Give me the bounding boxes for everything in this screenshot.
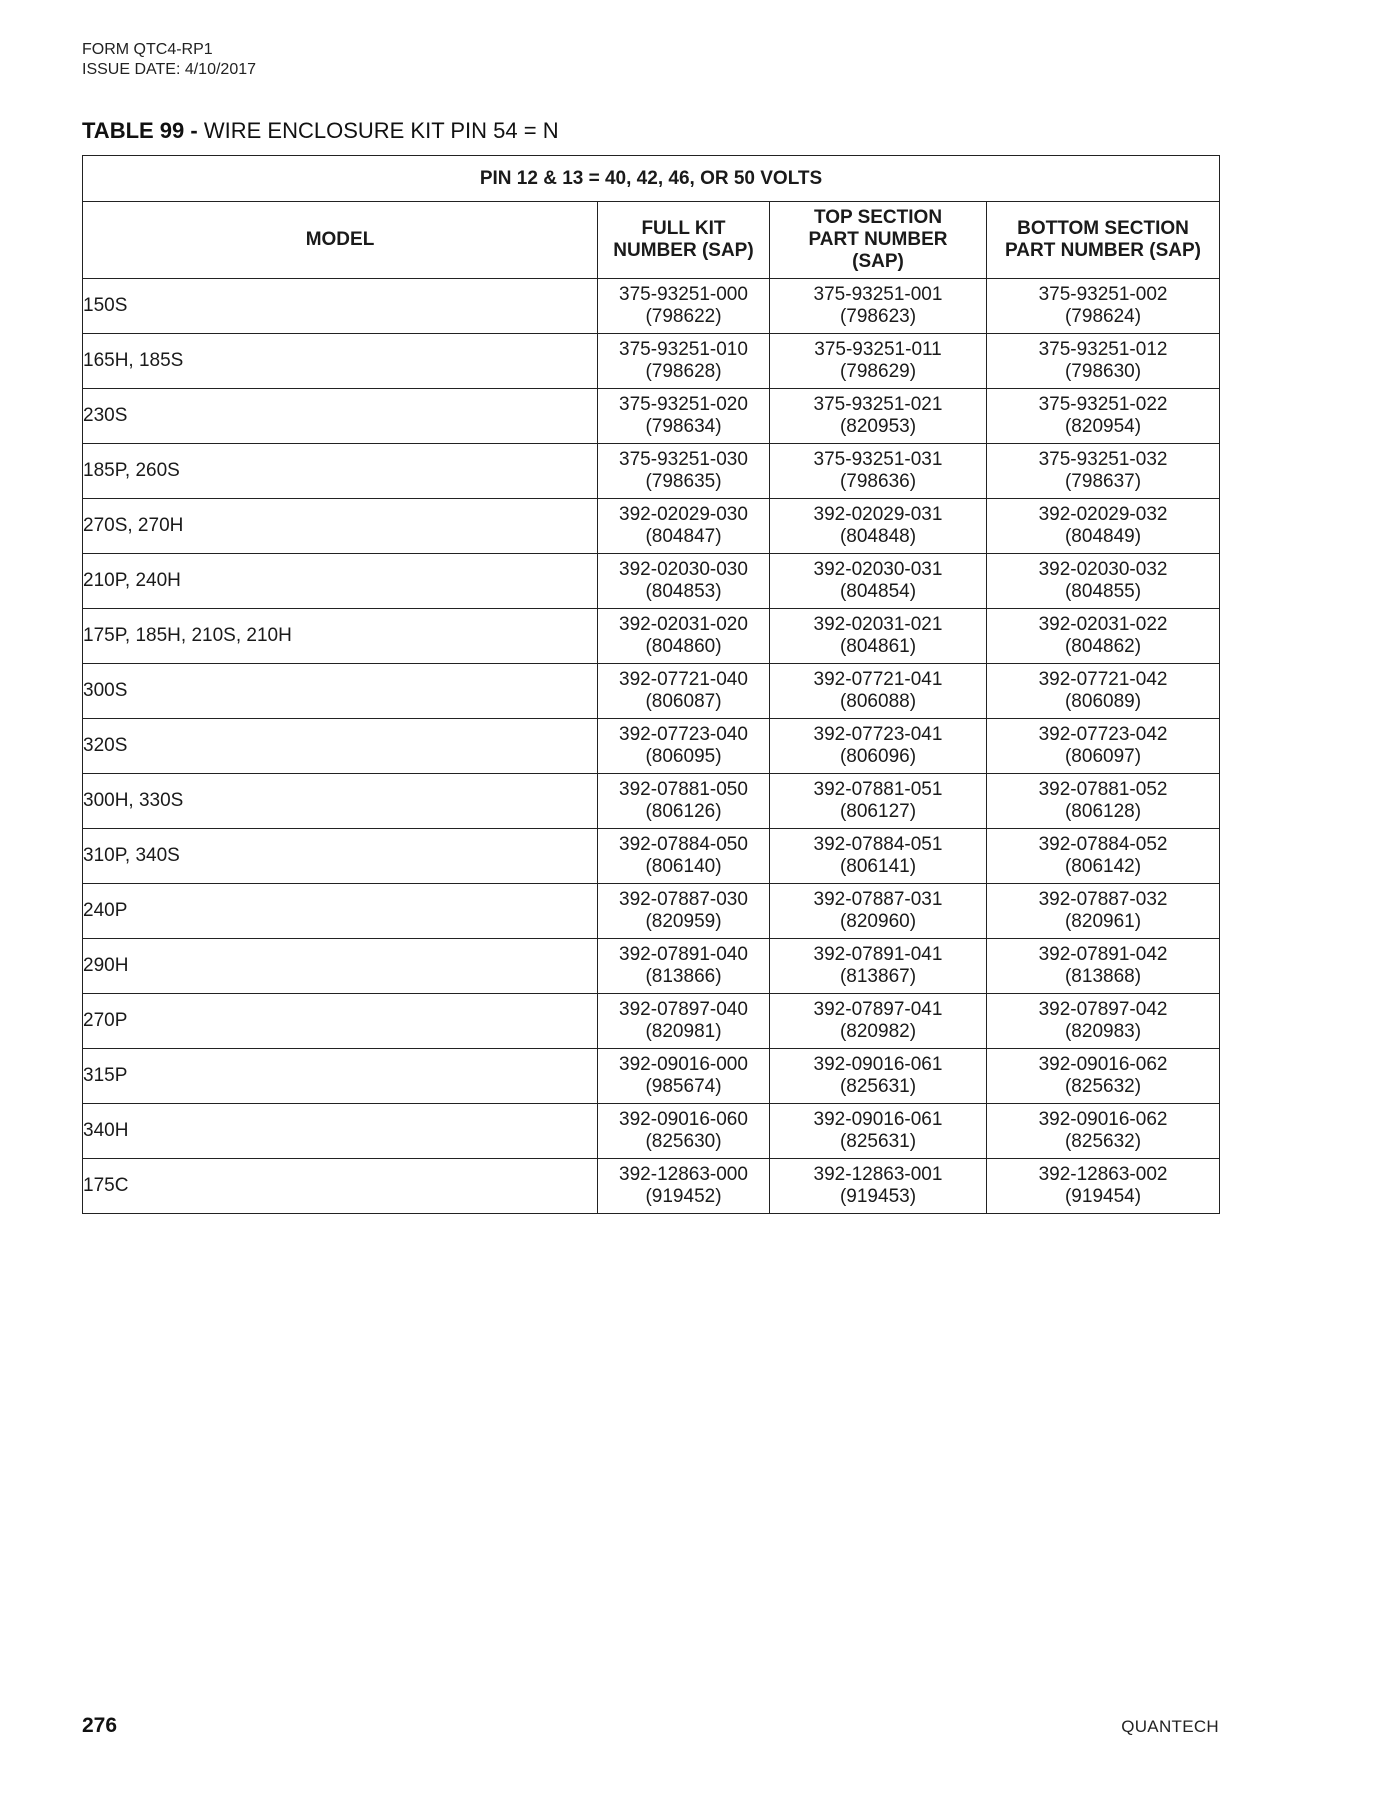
bottom-section-cell xyxy=(987,994,1220,1049)
sap-number: (804847) xyxy=(645,526,722,547)
part-number: 375-93251-002 xyxy=(1038,284,1168,305)
sap-number: (798622) xyxy=(645,306,722,327)
model-cell: 300H, 330S xyxy=(83,774,598,829)
sap-number: (985674) xyxy=(645,1076,722,1097)
full-kit-cell xyxy=(598,279,770,334)
table-row xyxy=(83,334,1220,389)
model-cell: 270S, 270H xyxy=(83,499,598,554)
sap-number: (804854) xyxy=(839,581,917,602)
full-kit-cell xyxy=(598,554,770,609)
part-number: 392-07897-042 xyxy=(1038,999,1168,1020)
sap-number: (825632) xyxy=(1064,1131,1142,1152)
part-number: 392-07881-051 xyxy=(813,779,943,800)
table-row xyxy=(83,279,1220,334)
top-section-cell xyxy=(770,829,987,884)
top-section-cell xyxy=(770,1159,987,1214)
sap-number: (806097) xyxy=(1064,746,1142,767)
model-cell: 175P, 185H, 210S, 210H xyxy=(83,609,598,664)
table-row xyxy=(83,609,1220,664)
sap-number: (804860) xyxy=(645,636,722,657)
column-header-line: BOTTOM SECTION xyxy=(1017,218,1189,239)
full-kit-cell xyxy=(598,609,770,664)
part-number: 392-02030-031 xyxy=(813,559,943,580)
part-number: 392-07721-041 xyxy=(813,669,943,690)
sap-number: (820982) xyxy=(839,1021,917,1042)
table-row xyxy=(83,719,1220,774)
part-number: 392-02029-030 xyxy=(619,504,748,525)
full-kit-cell xyxy=(598,1104,770,1159)
part-number: 392-02030-030 xyxy=(619,559,748,580)
part-number: 392-07884-050 xyxy=(619,834,748,855)
column-header-line: NUMBER (SAP) xyxy=(613,240,754,261)
part-number: 392-09016-061 xyxy=(813,1054,943,1075)
column-header-full-kit xyxy=(598,202,770,279)
part-number: 392-07723-040 xyxy=(619,724,748,745)
part-number: 392-07884-052 xyxy=(1038,834,1168,855)
table-row xyxy=(83,389,1220,444)
page-number: 276 xyxy=(82,1714,118,1737)
top-section-cell xyxy=(770,444,987,499)
part-number: 392-07721-040 xyxy=(619,669,748,690)
model-cell: 270P xyxy=(83,994,598,1049)
sap-number: (820953) xyxy=(839,416,917,437)
sap-number: (820959) xyxy=(645,911,722,932)
table-row xyxy=(83,1049,1220,1104)
sap-number: (804861) xyxy=(839,636,917,657)
part-number: 392-02029-032 xyxy=(1038,504,1168,525)
sap-number: (798637) xyxy=(1064,471,1142,492)
sap-number: (820961) xyxy=(1064,911,1142,932)
top-section-cell xyxy=(770,499,987,554)
table-row xyxy=(83,444,1220,499)
full-kit-cell xyxy=(598,389,770,444)
sap-number: (919454) xyxy=(1064,1186,1142,1207)
table-row xyxy=(83,939,1220,994)
model-cell: 320S xyxy=(83,719,598,774)
table-row xyxy=(83,994,1220,1049)
part-number: 392-12863-001 xyxy=(813,1164,943,1185)
table-title xyxy=(82,118,559,144)
part-number: 375-93251-020 xyxy=(619,394,748,415)
part-number: 392-07723-042 xyxy=(1038,724,1168,745)
table-row xyxy=(83,774,1220,829)
sap-number: (806089) xyxy=(1064,691,1142,712)
bottom-section-cell xyxy=(987,1049,1220,1104)
sap-number: (798634) xyxy=(645,416,722,437)
sap-number: (806128) xyxy=(1064,801,1142,822)
bottom-section-cell xyxy=(987,1159,1220,1214)
sap-number: (806142) xyxy=(1064,856,1142,877)
sap-number: (798624) xyxy=(1064,306,1142,327)
part-number: 392-07887-030 xyxy=(619,889,748,910)
sap-number: (825630) xyxy=(645,1131,722,1152)
part-number: 392-07897-041 xyxy=(813,999,943,1020)
sap-number: (806141) xyxy=(839,856,917,877)
part-number: 392-07891-040 xyxy=(619,944,748,965)
brand-name: QUANTECH xyxy=(1121,1717,1219,1736)
sap-number: (804848) xyxy=(839,526,917,547)
top-section-cell xyxy=(770,609,987,664)
full-kit-cell xyxy=(598,1049,770,1104)
bottom-section-cell xyxy=(987,554,1220,609)
part-number: 392-07723-041 xyxy=(813,724,943,745)
part-number: 375-93251-032 xyxy=(1038,449,1168,470)
part-number: 392-09016-000 xyxy=(619,1054,748,1075)
part-number: 392-02031-022 xyxy=(1038,614,1168,635)
sap-number: (820981) xyxy=(645,1021,722,1042)
part-number: 392-07891-042 xyxy=(1038,944,1168,965)
table-row xyxy=(83,1159,1220,1214)
bottom-section-cell xyxy=(987,609,1220,664)
column-header-line: TOP SECTION xyxy=(813,207,943,228)
table-row xyxy=(83,884,1220,939)
part-number: 375-93251-030 xyxy=(619,449,748,470)
part-number: 375-93251-031 xyxy=(813,449,943,470)
part-number: 392-09016-062 xyxy=(1038,1054,1168,1075)
sap-number: (919452) xyxy=(645,1186,722,1207)
sap-number: (820983) xyxy=(1064,1021,1142,1042)
sap-number: (804849) xyxy=(1064,526,1142,547)
top-section-cell xyxy=(770,279,987,334)
bottom-section-cell xyxy=(987,444,1220,499)
sap-number: (804855) xyxy=(1064,581,1142,602)
model-cell: 315P xyxy=(83,1049,598,1104)
column-header-line: PART NUMBER xyxy=(808,229,948,250)
column-header-line: (SAP) xyxy=(852,251,904,272)
form-header xyxy=(82,40,256,80)
part-number: 392-02029-031 xyxy=(813,504,943,525)
sap-number: (806126) xyxy=(645,801,722,822)
model-cell: 310P, 340S xyxy=(83,829,598,884)
wire-enclosure-kit-table xyxy=(82,155,1220,1214)
part-number: 392-02031-021 xyxy=(813,614,943,635)
column-header-line: PART NUMBER (SAP) xyxy=(1005,240,1201,261)
full-kit-cell xyxy=(598,719,770,774)
bottom-section-cell xyxy=(987,664,1220,719)
part-number: 392-02031-020 xyxy=(619,614,748,635)
sap-number: (825631) xyxy=(839,1076,917,1097)
part-number: 392-07721-042 xyxy=(1038,669,1168,690)
column-header-line: MODEL xyxy=(305,229,375,250)
voltage-super-header: PIN 12 & 13 = 40, 42, 46, OR 50 VOLTS xyxy=(83,156,1220,202)
sap-number: (825632) xyxy=(1064,1076,1142,1097)
top-section-cell xyxy=(770,884,987,939)
table-row xyxy=(83,664,1220,719)
column-header-bottom-section xyxy=(987,202,1220,279)
bottom-section-cell xyxy=(987,884,1220,939)
sap-number: (813867) xyxy=(839,966,917,987)
column-header-line: FULL KIT xyxy=(641,218,726,239)
sap-number: (804853) xyxy=(645,581,722,602)
model-cell: 210P, 240H xyxy=(83,554,598,609)
top-section-cell xyxy=(770,939,987,994)
model-cell: 165H, 185S xyxy=(83,334,598,389)
full-kit-cell xyxy=(598,1159,770,1214)
table-row xyxy=(83,1104,1220,1159)
sap-number: (798635) xyxy=(645,471,722,492)
sap-number: (806127) xyxy=(839,801,917,822)
part-number: 392-02030-032 xyxy=(1038,559,1168,580)
full-kit-cell xyxy=(598,664,770,719)
part-number: 375-93251-021 xyxy=(813,394,943,415)
sap-number: (825631) xyxy=(839,1131,917,1152)
part-number: 375-93251-010 xyxy=(619,339,748,360)
table-row xyxy=(83,499,1220,554)
sap-number: (798636) xyxy=(839,471,917,492)
sap-number: (806140) xyxy=(645,856,722,877)
table-row xyxy=(83,554,1220,609)
top-section-cell xyxy=(770,1049,987,1104)
full-kit-cell xyxy=(598,444,770,499)
top-section-cell xyxy=(770,994,987,1049)
sap-number: (798623) xyxy=(839,306,917,327)
part-number: 392-07887-031 xyxy=(813,889,943,910)
full-kit-cell xyxy=(598,884,770,939)
bottom-section-cell xyxy=(987,774,1220,829)
part-number: 392-07887-032 xyxy=(1038,889,1168,910)
part-number: 392-07881-052 xyxy=(1038,779,1168,800)
column-header-top-section xyxy=(770,202,987,279)
sap-number: (806087) xyxy=(645,691,722,712)
table-title-label: TABLE 99 - xyxy=(82,118,198,143)
bottom-section-cell xyxy=(987,499,1220,554)
part-number: 392-09016-061 xyxy=(813,1109,943,1130)
part-number: 392-09016-062 xyxy=(1038,1109,1168,1130)
sap-number: (806088) xyxy=(839,691,917,712)
bottom-section-cell xyxy=(987,939,1220,994)
full-kit-cell xyxy=(598,994,770,1049)
sap-number: (820954) xyxy=(1064,416,1142,437)
sap-number: (806096) xyxy=(839,746,917,767)
column-header-model xyxy=(83,202,598,279)
full-kit-cell xyxy=(598,829,770,884)
part-number: 375-93251-001 xyxy=(813,284,943,305)
model-cell: 185P, 260S xyxy=(83,444,598,499)
full-kit-cell xyxy=(598,774,770,829)
bottom-section-cell xyxy=(987,334,1220,389)
model-cell: 150S xyxy=(83,279,598,334)
bottom-section-cell xyxy=(987,829,1220,884)
part-number: 392-12863-002 xyxy=(1038,1164,1168,1185)
top-section-cell xyxy=(770,389,987,444)
table-title-text: WIRE ENCLOSURE KIT PIN 54 = N xyxy=(203,118,559,143)
bottom-section-cell xyxy=(987,1104,1220,1159)
top-section-cell xyxy=(770,334,987,389)
sap-number: (813868) xyxy=(1064,966,1142,987)
sap-number: (798628) xyxy=(645,361,722,382)
form-number: FORM QTC4-RP1 xyxy=(82,41,213,58)
model-cell: 300S xyxy=(83,664,598,719)
sap-number: (919453) xyxy=(839,1186,917,1207)
model-cell: 340H xyxy=(83,1104,598,1159)
sap-number: (798629) xyxy=(839,361,917,382)
part-number: 392-07881-050 xyxy=(619,779,748,800)
part-number: 392-07891-041 xyxy=(813,944,943,965)
top-section-cell xyxy=(770,664,987,719)
part-number: 392-09016-060 xyxy=(619,1109,748,1130)
part-number: 375-93251-012 xyxy=(1038,339,1168,360)
part-number: 392-12863-000 xyxy=(619,1164,748,1185)
part-number: 375-93251-022 xyxy=(1038,394,1168,415)
sap-number: (806095) xyxy=(645,746,722,767)
sap-number: (804862) xyxy=(1064,636,1142,657)
top-section-cell xyxy=(770,774,987,829)
sap-number: (798630) xyxy=(1064,361,1142,382)
table-row xyxy=(83,829,1220,884)
part-number: 392-07897-040 xyxy=(619,999,748,1020)
full-kit-cell xyxy=(598,334,770,389)
bottom-section-cell xyxy=(987,279,1220,334)
part-number: 392-07884-051 xyxy=(813,834,943,855)
bottom-section-cell xyxy=(987,719,1220,774)
issue-date: ISSUE DATE: 4/10/2017 xyxy=(82,61,257,78)
top-section-cell xyxy=(770,1104,987,1159)
top-section-cell xyxy=(770,554,987,609)
model-cell: 240P xyxy=(83,884,598,939)
full-kit-cell xyxy=(598,499,770,554)
top-section-cell xyxy=(770,719,987,774)
part-number: 375-93251-011 xyxy=(814,339,942,360)
part-number: 375-93251-000 xyxy=(619,284,748,305)
sap-number: (813866) xyxy=(645,966,722,987)
model-cell: 175C xyxy=(83,1159,598,1214)
sap-number: (820960) xyxy=(839,911,917,932)
model-cell: 230S xyxy=(83,389,598,444)
bottom-section-cell xyxy=(987,389,1220,444)
full-kit-cell xyxy=(598,939,770,994)
model-cell: 290H xyxy=(83,939,598,994)
